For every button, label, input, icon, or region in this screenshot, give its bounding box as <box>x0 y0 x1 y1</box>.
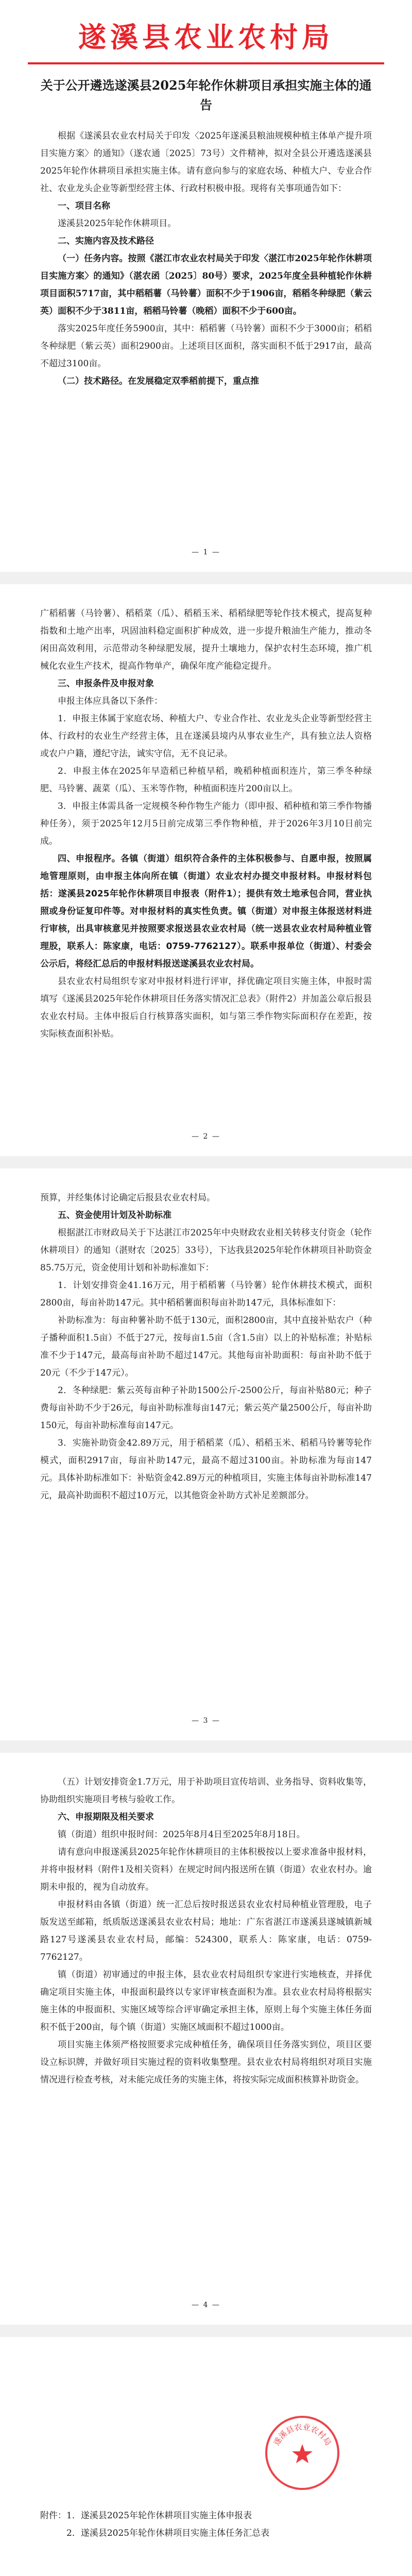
section-heading: 一、项目名称 <box>58 201 110 211</box>
page-5 <box>0 2337 412 2576</box>
paragraph: 请有意向申报遂溪县2025年轮作休耕项目的主体积极按以上要求准备申报材料，并将申报材料（附件1及相关资料）在规定时间内报送所在镇（街道）农业农村办。逾期未申报的，视为自动放弃。 <box>40 1847 372 1892</box>
document-title: 关于公开遴选遂溪县2025年轮作休耕项目承担实施主体的通告 <box>40 78 372 112</box>
paragraph: 项目实施主体须严格按照要求完成种植任务，确保项目任务落实到位，项目区要设立标识牌，并做好项目实施过程的资料收集整理。县农业农村局将组织对项目实施情况进行检查考核，对未能完成任务的实施主体，将按实际完成面积核算补助资金。 <box>40 2040 372 2085</box>
subsection-heading: （二）技术路径。在发展稳定双季稻前提下，重点推 <box>58 376 259 386</box>
page-content <box>40 605 372 1043</box>
page-1 <box>0 0 412 572</box>
page-number: — 2 — <box>192 1132 220 1141</box>
paragraph: （五）计划安排资金1.7万元，用于补助项目宣传培训、业务指导、资料收集等，协助组织实施项目考核与验收工作。 <box>40 1777 372 1805</box>
paragraph: 申报主体应具备以下条件： <box>58 696 163 706</box>
subsection-heading: （一）任务内容。按照《湛江市农业农村局关于印发〈湛江市2025年轮作休耕项目实施方案〉的通知》（湛农函〔2025〕80号）要求，2025年度全县种植轮作休耕项目面积5717亩，其中稻稻薯（马铃薯）面积不少于1906亩，稻稻冬种绿肥（紫云英）面积不少于3811亩，稻稻马铃薯（晚稻）面积不少于600亩。 <box>40 253 372 316</box>
page-content <box>40 127 372 390</box>
paragraph: 预算，并经集体讨论确定后报县农业农村局。 <box>40 1193 215 1203</box>
header-red-rule <box>28 62 384 64</box>
document-header-org: 遂溪县农业农村局 <box>78 21 334 54</box>
signature-area <box>40 2337 372 2507</box>
paragraph: 遂溪县2025年轮作休耕项目。 <box>58 218 177 229</box>
section-heading: 二、实施内容及技术路径 <box>58 236 154 246</box>
page-3 <box>0 1168 412 1740</box>
paragraph: 补助标准为：每亩种薯补助不低于130元，面积2800亩，其中直接补贴农户（种子播种面积1.5亩）不低于27元，按每亩1.5亩（含1.5亩）以上的补贴标准；补贴标准不少于147元，最高每亩补助不超过147元。其他每亩补助面积：每亩补助不低于20元（不少于147元）。 <box>40 1315 372 1378</box>
page-2 <box>0 584 412 1156</box>
attachments <box>40 2507 372 2542</box>
section-heading: 四、申报程序。各镇（街道）组织符合条件的主体积极参与、自愿申报，按照属地管理原则，由申报主体向所在镇（街道）农业农村办提交申报材料。申报材料包括：遂溪县2025年轮作休耕项目申报表（附件1）；提供有效土地承包合同，营业执照或身份证复印件等。对申报材料的真实性负责。镇（街道）对申报主体报送材料进行审核，出具审核意见并按照要求报送县农业农村局（统一送县农业农村局种植业管理股，联系人：陈家康，电话：0759-7762127）。联系申报单位（街道）、村委会公示后，将经汇总后的申报材料报送遂溪县农业农村局。 <box>40 854 372 969</box>
section-heading: 三、申报条件及申报对象 <box>58 679 154 689</box>
paragraph: 3．申报主体需具备一定规模冬种作物生产能力（即申报、稻种植和第三季作物播种任务），须于2025年12月5日前完成第三季作物种植，并于2026年3月10日前完成。 <box>40 801 372 846</box>
paragraph: 1．计划安排资金41.16万元，用于稻稻薯（马铃薯）轮作休耕技术模式，面积2800亩，每亩补助147元。其中稻稻薯面积每亩补助147元，具体标准如下： <box>40 1280 372 1308</box>
paragraph: 2．申报主体在2025年早造稻已种植早稻，晚稻种植面积连片，第三季冬种绿肥、马铃薯、蔬菜（瓜）、玉米等作物，种植面积连片200亩以上。 <box>40 766 372 794</box>
page-number: — 1 — <box>192 548 220 556</box>
seal-text: 遂溪县农业农村局 <box>271 2422 333 2447</box>
paragraph: 2．冬种绿肥：紫云英每亩种子补助1500公斤-2500公斤，每亩补贴80元；种子费每亩补助不少于26元，每亩补助标准每亩147元；紫云英产量2500公斤，每亩补助150元，每亩补助标准每亩147元。 <box>40 1385 372 1431</box>
attachment-item: 附件：1．遂溪县2025年轮作休耕项目实施主体申报表 <box>40 2511 252 2521</box>
attachment-item: 2．遂溪县2025年轮作休耕项目实施主体任务汇总表 <box>40 2528 270 2538</box>
page-content <box>40 1189 372 1504</box>
page-number: — 3 — <box>192 1717 220 1725</box>
section-heading: 五、资金使用计划及补助标准 <box>58 1210 171 1221</box>
svg-text:遂溪县农业农村局 <box>272 2422 333 2447</box>
paragraph: 落实2025年度任务5900亩，其中：稻稻薯（马铃薯）面积不少于3000亩；稻稻冬种绿肥（紫云英）面积2900亩。上述项目区面积，落实面积不低于2917亩，最高不超过3100亩。 <box>40 324 372 369</box>
section-heading: 六、申报期限及相关要求 <box>58 1812 154 1822</box>
paragraph: 3．实施补助资金42.89万元，用于稻稻菜（瓜）、稻稻玉米、稻稻马铃薯等轮作模式，面积2917亩，每亩补助147元，最高不超过3100亩。补助标准为每亩147元。具体补助标准如下：补贴资金42.89万元的种植项目，实施主体每亩补助标准147元，最高补助面积不超过10万元，以其他资金补助方式补足差额部分。 <box>40 1438 372 1501</box>
paragraph: 镇（街道）组织申报时间：2025年8月4日至2025年8月18日。 <box>58 1829 305 1840</box>
paragraph: 根据湛江市财政局关于下达湛江市2025年中央财政农业相关转移支付资金（轮作休耕项目）的通知（湛财农〔2025〕33号），下达我县2025年轮作休耕项目补助资金85.75万元，资金使用计划和补助标准如下： <box>40 1228 372 1273</box>
paragraph: 广稻稻薯（马铃薯）、稻稻菜（瓜）、稻稻玉米、稻稻绿肥等轮作技术模式，提高复种指数和土地产出率，巩固油料稳定面积扩种成效，进一步提升粮油生产能力，推动冬闲田高效利用，示范带动冬种绿肥发展，提升土壤地力，保护农村生态环境，推广机械化农业生产技术，提高作物单产，确保年度产能稳定提升。 <box>40 608 372 671</box>
page-content <box>40 1773 372 2089</box>
paragraph: 申报材料由各镇（街道）统一汇总后按时报送县农业农村局种植业管理股，电子版发送至邮箱，纸质版送遂溪县农业农村局；地址：广东省湛江市遂溪县遂城镇新城路127号遂溪县农业农村局，邮编：524300，联系人：陈家康，电话：0759-7762127。 <box>40 1900 372 1962</box>
paragraph: 根据《遂溪县农业农村局关于印发〈2025年遂溪县粮油规模种植主体单产提升项目实施方案〉的通知》（遂农通〔2025〕73号）文件精神，拟对全县公开遴选遂溪县2025年轮作休耕项目承担实施主体。请有意向参与的家庭农场、种植大户、专业合作社、农业龙头企业等新型经营主体、行政村积极申报。现将有关事项通告如下： <box>40 131 372 194</box>
page-4 <box>0 1753 412 2325</box>
official-seal-icon <box>264 2414 341 2492</box>
paragraph: 1．申报主体属于家庭农场、种植大户、专业合作社、农业龙头企业等新型经营主体、行政村的农业生产经营主体，且在遂溪县境内从事农业生产，具有独立法人资格或农户户籍，遵纪守法，诚实守信，无不良记录。 <box>40 714 372 759</box>
paragraph: 县农业农村局组织专家对申报材料进行评审，择优确定项目实施主体，申报时需填写《遂溪县2025年轮作休耕项目任务落实情况汇总表》（附件2）并加盖公章后报县农业农村局。主体申报后自行核算落实面积，如与第三季作物实际面积存在差距，按实际核查面积补贴。 <box>40 976 372 1039</box>
paragraph: 镇（街道）初审通过的申报主体，县农业农村局组织专家进行实地核查，并择优确定项目实施主体，申报面积最终以专家评审核查面积为准。县农业农村局将根据实施主体的申报面积、实施区域等综合评审确定承担主体，原则上每个实施主体任务面积不低于200亩，每个镇（街道）实施区域面积不超过1000亩。 <box>40 1970 372 2032</box>
page-number: — 4 — <box>192 2301 220 2309</box>
